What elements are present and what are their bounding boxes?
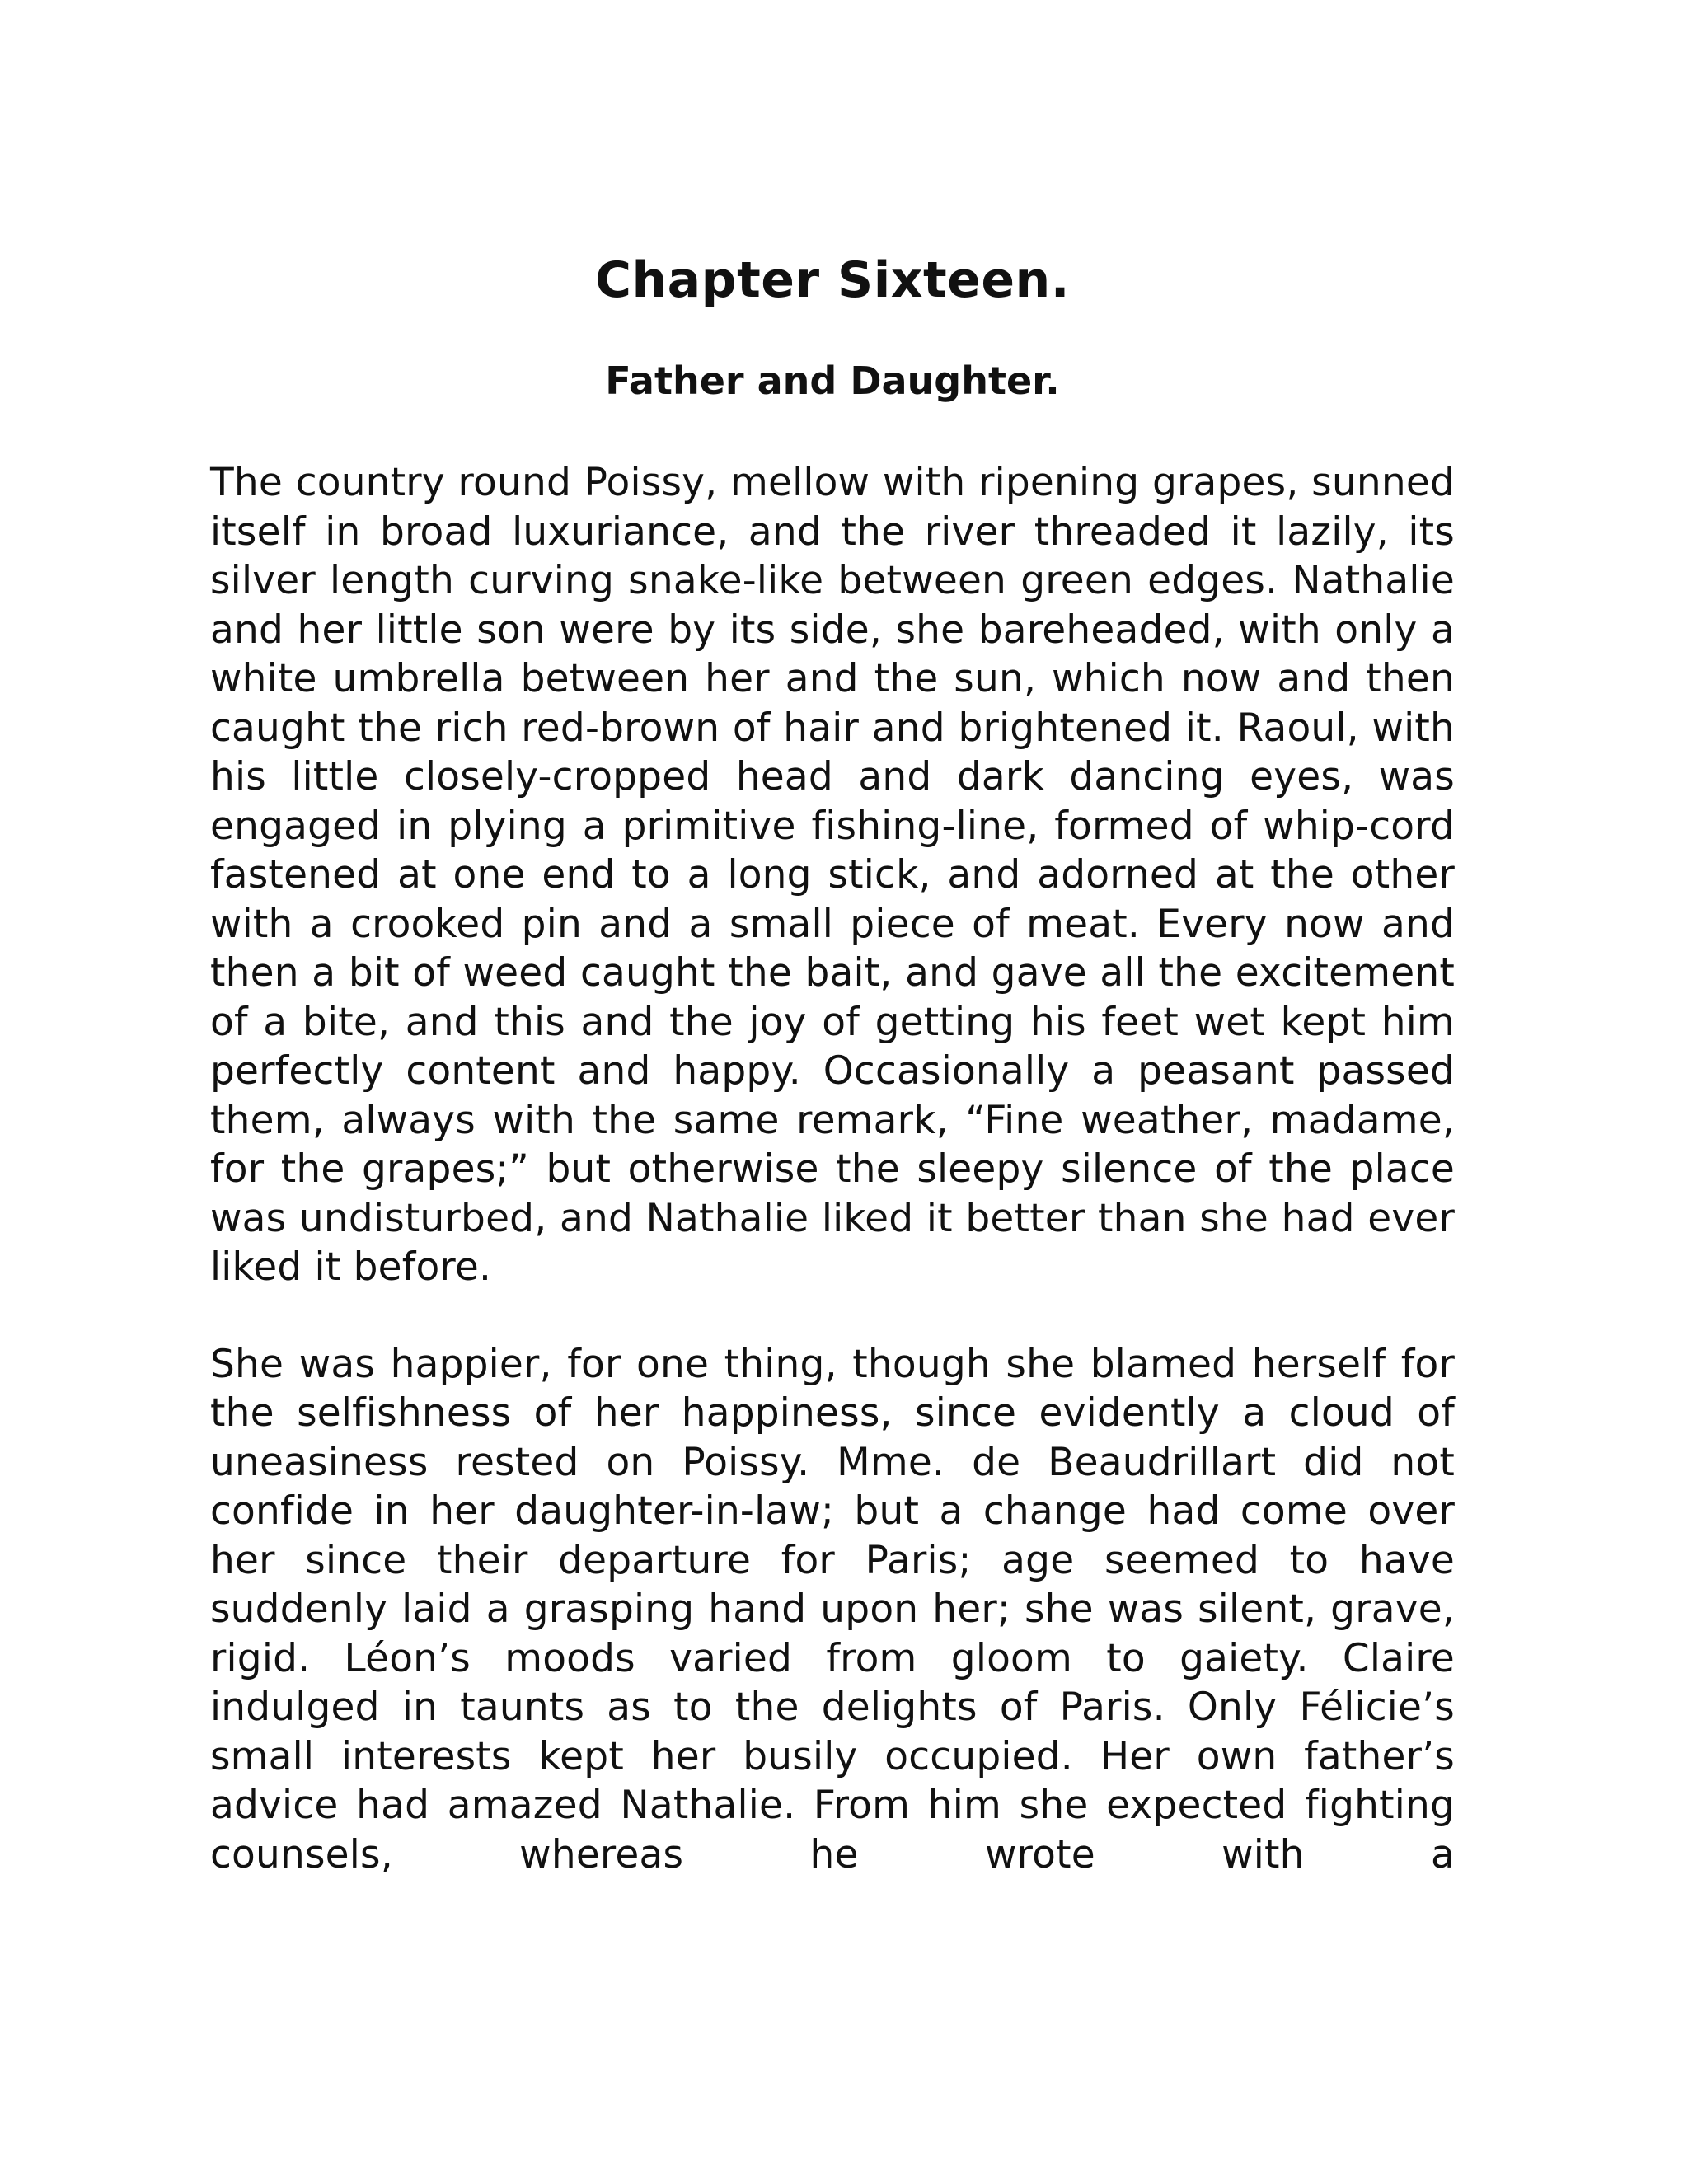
body-paragraph: She was happier, for one thing, though she blamed herself for the selfishness of her happiness, since evidently a cloud of uneasiness rested on Poissy. Mme. de Beaudrillart did not confide in her daughter-in-law; but a change had come over her since their departure for Paris; age seemed to have suddenly laid a grasping hand upon her; she was silent, grave, rigid. Léon’s moods varied from gloom to gaiety. Claire indulged in taunts as to the delights of Paris. Only Félicie’s small interests kept her busily occupied. Her own father’s advice had amazed Nathalie. From him she expected fighting counsels, whereas he wrote with a [210,1341,1455,1877]
book-page [210,247,1455,1879]
chapter-title: Chapter Sixteen. [594,251,1071,309]
body-paragraph: The country round Poissy, mellow with ripening grapes, sunned itself in broad luxuriance, and the river threaded it lazily, its silver length curving snake-like between green edges. Nathalie and her little son were by its side, she bareheaded, with only a white umbrella between her and the sun, which now and then caught the rich red-brown of hair and brightened it. Raoul, with his little closely-cropped head and dark dancing eyes, was engaged in plying a primitive fishing-line, formed of whip-cord fastened at one end to a long stick, and adorned at the other with a crooked pin and a small piece of meat. Every now and then a bit of weed caught the bait, and gave all the excitement of a bite, and this and the joy of getting his feet wet kept him perfectly content and happy. Occasionally a peasant passed them, always with the same remark, “Fine weather, madame, for the grapes;” but otherwise the sleepy silence of the place was undisturbed, and Nathalie liked it better than she had ever liked it before. [210,460,1455,1290]
chapter-subtitle: Father and Daughter. [605,359,1060,403]
